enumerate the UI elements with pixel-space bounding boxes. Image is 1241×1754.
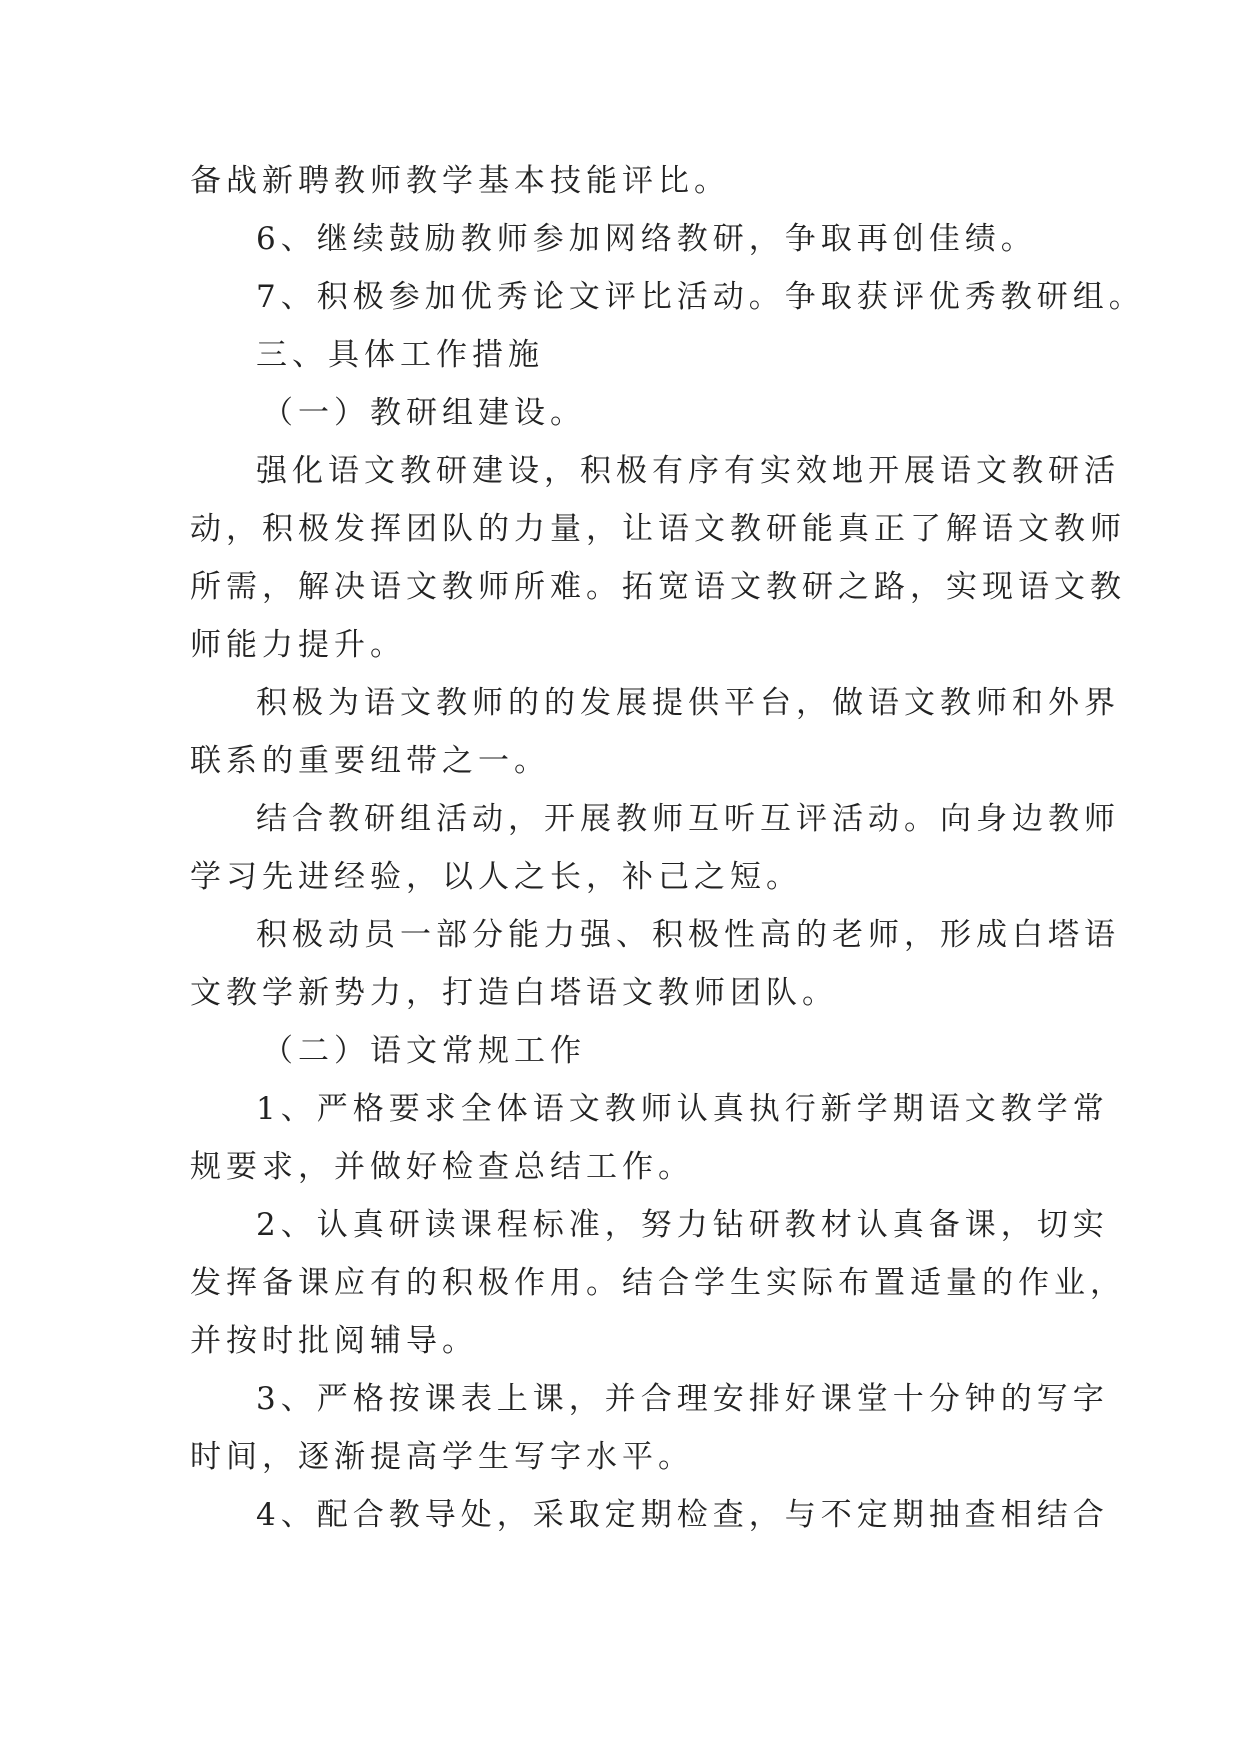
paragraph-line: 文教学新势力，打造白塔语文教师团队。 bbox=[190, 975, 838, 1011]
paragraph-line: 联系的重要纽带之一。 bbox=[190, 743, 550, 779]
paragraph-line: 强化语文教研建设，积极有序有实效地开展语文教研活 bbox=[256, 453, 1120, 489]
subsection-heading-2: （二）语文常规工作 bbox=[262, 1033, 586, 1069]
list-item-6: 6、继续鼓励教师参加网络教研，争取再创佳绩。 bbox=[256, 221, 1037, 257]
paragraph-line: 并按时批阅辅导。 bbox=[190, 1323, 478, 1359]
paragraph-line: 结合教研组活动，开展教师互听互评活动。向身边教师 bbox=[256, 801, 1120, 837]
list-item-4: 4、配合教导处，采取定期检查，与不定期抽查相结合 bbox=[256, 1497, 1109, 1533]
list-item-7: 7、积极参加优秀论文评比活动。争取获评优秀教研组。 bbox=[256, 279, 1145, 315]
list-item-3: 3、严格按课表上课，并合理安排好课堂十分钟的写字 bbox=[256, 1381, 1109, 1417]
paragraph-line: 积极动员一部分能力强、积极性高的老师，形成白塔语 bbox=[256, 917, 1120, 953]
section-heading-3: 三、具体工作措施 bbox=[256, 337, 544, 373]
paragraph-line: 规要求，并做好检查总结工作。 bbox=[190, 1149, 694, 1185]
paragraph-line: 所需，解决语文教师所难。拓宽语文教研之路，实现语文教 bbox=[190, 569, 1126, 605]
paragraph-line: 发挥备课应有的积极作用。结合学生实际布置适量的作业， bbox=[190, 1265, 1126, 1301]
list-item-1: 1、严格要求全体语文教师认真执行新学期语文教学常 bbox=[256, 1091, 1109, 1127]
paragraph-line: 备战新聘教师教学基本技能评比。 bbox=[190, 163, 730, 199]
paragraph-line: 学习先进经验，以人之长，补己之短。 bbox=[190, 859, 802, 895]
paragraph-line: 时间，逐渐提高学生写字水平。 bbox=[190, 1439, 694, 1475]
paragraph-line: 师能力提升。 bbox=[190, 627, 406, 663]
list-item-2: 2、认真研读课程标准，努力钻研教材认真备课，切实 bbox=[256, 1207, 1109, 1243]
subsection-heading-1: （一）教研组建设。 bbox=[262, 395, 586, 431]
document-body bbox=[190, 152, 1145, 1544]
paragraph-line: 动，积极发挥团队的力量，让语文教研能真正了解语文教师 bbox=[190, 511, 1126, 547]
paragraph-line: 积极为语文教师的的发展提供平台，做语文教师和外界 bbox=[256, 685, 1120, 721]
